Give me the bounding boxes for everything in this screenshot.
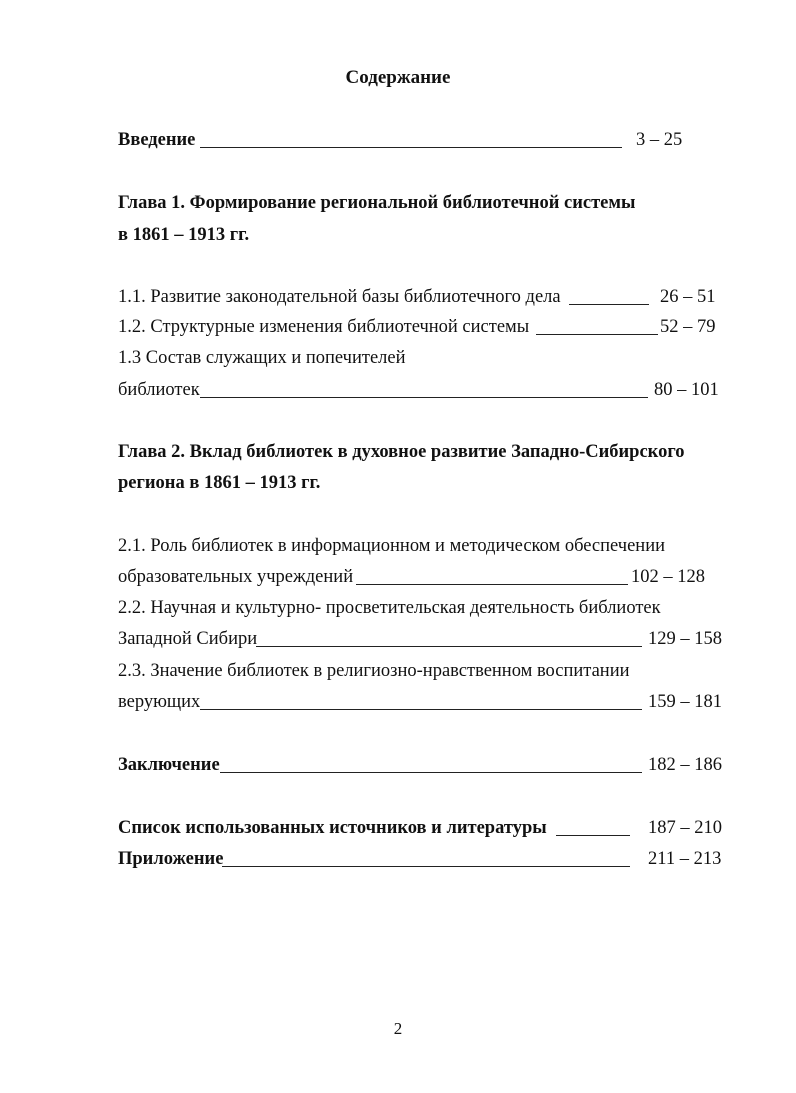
toc-entry-pages: 182 – 186 [648, 755, 722, 775]
toc-entry-pages: 26 – 51 [660, 287, 716, 307]
toc-entry-pages: 52 – 79 [660, 317, 716, 337]
toc-entry-label: Западной Сибири [118, 629, 258, 649]
toc-leader-line [200, 126, 622, 148]
toc-entry-2-3-title: 2.3. Значение библиотек в религиозно-нравственном воспитании [118, 661, 630, 681]
chapter-1-heading: Глава 1. Формирование региональной библиотечной системы [118, 193, 636, 213]
toc-entry-sources[interactable] [118, 814, 728, 842]
toc-entry-2-1[interactable] [118, 563, 728, 591]
toc-leader-line [536, 313, 658, 335]
toc-entry-pages: 102 – 128 [631, 567, 705, 587]
chapter-1-heading-continued: в 1861 – 1913 гг. [118, 225, 250, 245]
toc-entry-label: Введение [118, 130, 196, 150]
toc-entry-1-3[interactable] [118, 376, 728, 404]
toc-leader-line [200, 688, 642, 710]
toc-entry-2-3[interactable] [118, 688, 728, 716]
toc-entry-label: Приложение [118, 849, 224, 869]
toc-entry-introduction[interactable] [118, 126, 688, 154]
toc-leader-line [356, 563, 628, 585]
toc-entry-2-2-title: 2.2. Научная и культурно- просветительская деятельность библиотек [118, 598, 661, 618]
toc-entry-label: Список использованных источников и литературы [118, 818, 547, 838]
page-title: Содержание [345, 67, 451, 88]
toc-entry-pages: 159 – 181 [648, 692, 722, 712]
toc-entry-label: библиотек [118, 380, 200, 400]
toc-entry-2-2[interactable] [118, 625, 728, 653]
toc-leader-line [222, 845, 630, 867]
toc-entry-label: Заключение [118, 755, 220, 775]
toc-leader-line [220, 751, 642, 773]
chapter-2-heading: Глава 2. Вклад библиотек в духовное развитие Западно-Сибирского [118, 442, 685, 462]
toc-entry-2-1-title: 2.1. Роль библиотек в информационном и методическом обеспечении [118, 536, 666, 556]
toc-entry-pages: 80 – 101 [654, 380, 719, 400]
toc-leader-line [200, 376, 648, 398]
toc-entry-1-1[interactable] [118, 283, 718, 311]
toc-leader-line [556, 814, 630, 836]
page-number: 2 [393, 1019, 403, 1038]
toc-entry-pages: 3 – 25 [636, 130, 683, 150]
toc-entry-appendix[interactable] [118, 845, 728, 873]
toc-entry-1-2[interactable] [118, 313, 718, 341]
toc-entry-pages: 211 – 213 [648, 849, 722, 869]
toc-entry-conclusion[interactable] [118, 751, 728, 779]
toc-leader-line [569, 283, 649, 305]
toc-entry-label: 1.2. Структурные изменения библиотечной системы [118, 317, 530, 337]
toc-entry-1-3-title: 1.3 Состав служащих и попечителей [118, 348, 406, 368]
toc-entry-label: образовательных учреждений [118, 567, 354, 587]
toc-entry-label: 1.1. Развитие законодательной базы библиотечного дела [118, 287, 561, 307]
toc-entry-label: верующих [118, 692, 201, 712]
toc-entry-pages: 129 – 158 [648, 629, 722, 649]
toc-leader-line [256, 625, 642, 647]
chapter-2-heading-continued: региона в 1861 – 1913 гг. [118, 473, 321, 493]
toc-entry-pages: 187 – 210 [648, 818, 722, 838]
